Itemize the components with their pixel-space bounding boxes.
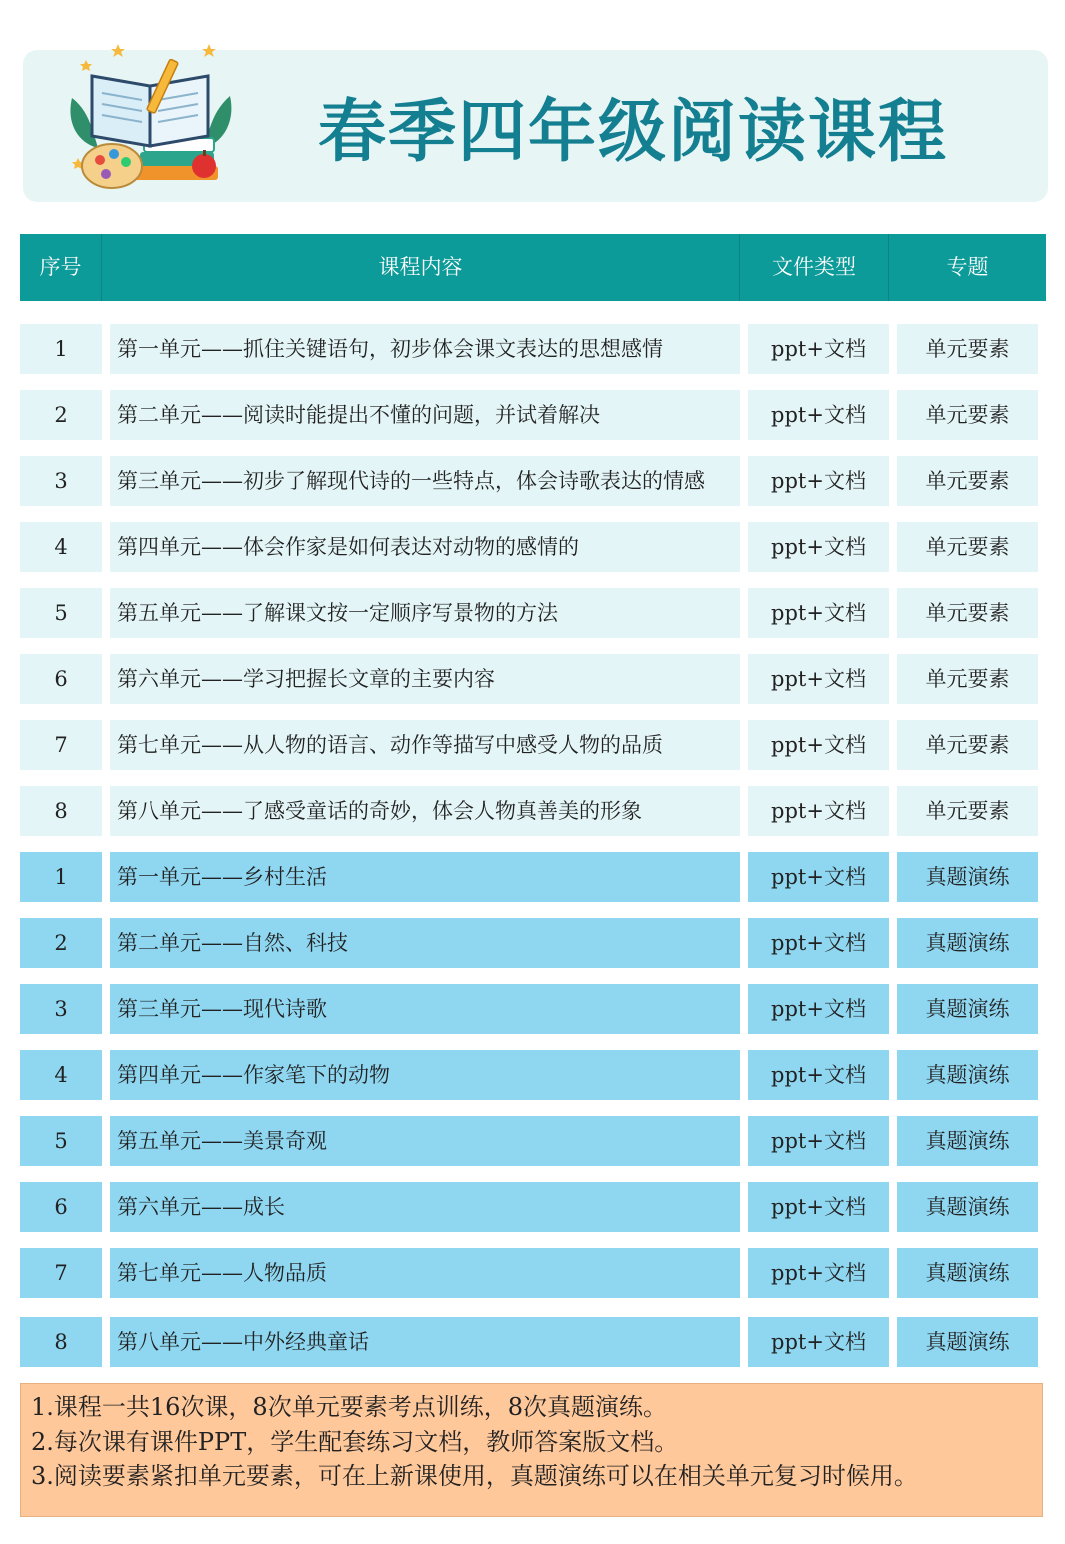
row-content: 第二单元——自然、科技: [110, 918, 740, 968]
row-content: 第四单元——作家笔下的动物: [110, 1050, 740, 1100]
row-file-type: ppt+文档: [748, 852, 889, 902]
table-row: [20, 786, 1040, 836]
row-file-type: ppt+文档: [748, 1182, 889, 1232]
note-line: 3.阅读要素紧扣单元要素，可在上新课使用，真题演练可以在相关单元复习时候用。: [31, 1462, 918, 1490]
row-topic: 真题演练: [897, 918, 1038, 968]
table-row: [20, 1050, 1040, 1100]
table-row: [20, 852, 1040, 902]
row-file-type: ppt+文档: [748, 918, 889, 968]
row-number: 5: [20, 1116, 102, 1166]
row-number: 7: [20, 1248, 102, 1298]
row-number: 7: [20, 720, 102, 770]
table-row: [20, 456, 1040, 506]
table-row: [20, 984, 1040, 1034]
table-row: [20, 1116, 1040, 1166]
row-file-type: ppt+文档: [748, 456, 889, 506]
row-topic: 单元要素: [897, 588, 1038, 638]
row-file-type: ppt+文档: [748, 324, 889, 374]
row-number: 8: [20, 786, 102, 836]
row-file-type: ppt+文档: [748, 654, 889, 704]
row-content: 第五单元——了解课文按一定顺序写景物的方法: [110, 588, 740, 638]
row-topic: 单元要素: [897, 654, 1038, 704]
row-topic: 真题演练: [897, 984, 1038, 1034]
table-row: [20, 390, 1040, 440]
note-line: 2.每次课有课件PPT，学生配套练习文档，教师答案版文档。: [31, 1427, 679, 1456]
row-topic: 真题演练: [897, 1248, 1038, 1298]
row-content: 第六单元——学习把握长文章的主要内容: [110, 654, 740, 704]
table-row: [20, 1182, 1040, 1232]
row-topic: 真题演练: [897, 1317, 1038, 1367]
row-number: 3: [20, 984, 102, 1034]
column-header-number: 序号: [20, 234, 102, 301]
row-file-type: ppt+文档: [748, 390, 889, 440]
row-content: 第八单元——中外经典童话: [110, 1317, 740, 1367]
table-row: [20, 654, 1040, 704]
book-pencil-illustration-icon: [62, 38, 237, 203]
row-content: 第四单元——体会作家是如何表达对动物的感情的: [110, 522, 740, 572]
row-content: 第八单元——了感受童话的奇妙，体会人物真善美的形象: [110, 786, 740, 836]
row-topic: 真题演练: [897, 1116, 1038, 1166]
row-number: 4: [20, 1050, 102, 1100]
row-number: 1: [20, 852, 102, 902]
page-title: 春季四年级阅读课程: [318, 93, 949, 172]
table-row: [20, 324, 1040, 374]
column-header-topic: 专题: [946, 255, 989, 279]
row-topic: 真题演练: [897, 1182, 1038, 1232]
row-file-type: ppt+文档: [748, 1248, 889, 1298]
row-number: 8: [20, 1317, 102, 1367]
row-topic: 单元要素: [897, 786, 1038, 836]
table-row: [20, 1317, 1040, 1367]
row-number: 1: [20, 324, 102, 374]
row-number: 2: [20, 918, 102, 968]
row-number: 4: [20, 522, 102, 572]
row-content: 第七单元——人物品质: [110, 1248, 740, 1298]
row-content: 第三单元——现代诗歌: [110, 984, 740, 1034]
row-content: 第一单元——乡村生活: [110, 852, 740, 902]
table-row: [20, 1248, 1040, 1298]
row-content: 第七单元——从人物的语言、动作等描写中感受人物的品质: [110, 720, 740, 770]
row-file-type: ppt+文档: [748, 786, 889, 836]
table-header: [20, 234, 1046, 301]
note-line: 1.课程一共16次课，8次单元要素考点训练，8次真题演练。: [31, 1393, 667, 1421]
row-number: 6: [20, 1182, 102, 1232]
column-header-content: 课程内容: [102, 234, 740, 301]
notes-box: [20, 1383, 1043, 1517]
table-row: [20, 918, 1040, 968]
row-file-type: ppt+文档: [748, 984, 889, 1034]
row-topic: 真题演练: [897, 1050, 1038, 1100]
row-file-type: ppt+文档: [748, 588, 889, 638]
row-file-type: ppt+文档: [748, 1116, 889, 1166]
row-content: 第五单元——美景奇观: [110, 1116, 740, 1166]
row-topic: 单元要素: [897, 522, 1038, 572]
row-content: 第三单元——初步了解现代诗的一些特点，体会诗歌表达的情感: [110, 456, 740, 506]
row-topic: 真题演练: [897, 852, 1038, 902]
row-topic: 单元要素: [897, 390, 1038, 440]
row-number: 2: [20, 390, 102, 440]
row-file-type: ppt+文档: [748, 1050, 889, 1100]
table-row: [20, 720, 1040, 770]
row-content: 第二单元——阅读时能提出不懂的问题，并试着解决: [110, 390, 740, 440]
row-topic: 单元要素: [897, 324, 1038, 374]
row-file-type: ppt+文档: [748, 1317, 889, 1367]
column-header-file-type: 文件类型: [740, 234, 889, 301]
row-content: 第六单元——成长: [110, 1182, 740, 1232]
table-row: [20, 522, 1040, 572]
row-topic: 单元要素: [897, 720, 1038, 770]
row-number: 5: [20, 588, 102, 638]
table-row: [20, 588, 1040, 638]
row-content: 第一单元——抓住关键语句，初步体会课文表达的思想感情: [110, 324, 740, 374]
row-topic: 单元要素: [897, 456, 1038, 506]
row-number: 6: [20, 654, 102, 704]
row-file-type: ppt+文档: [748, 522, 889, 572]
row-number: 3: [20, 456, 102, 506]
row-file-type: ppt+文档: [748, 720, 889, 770]
